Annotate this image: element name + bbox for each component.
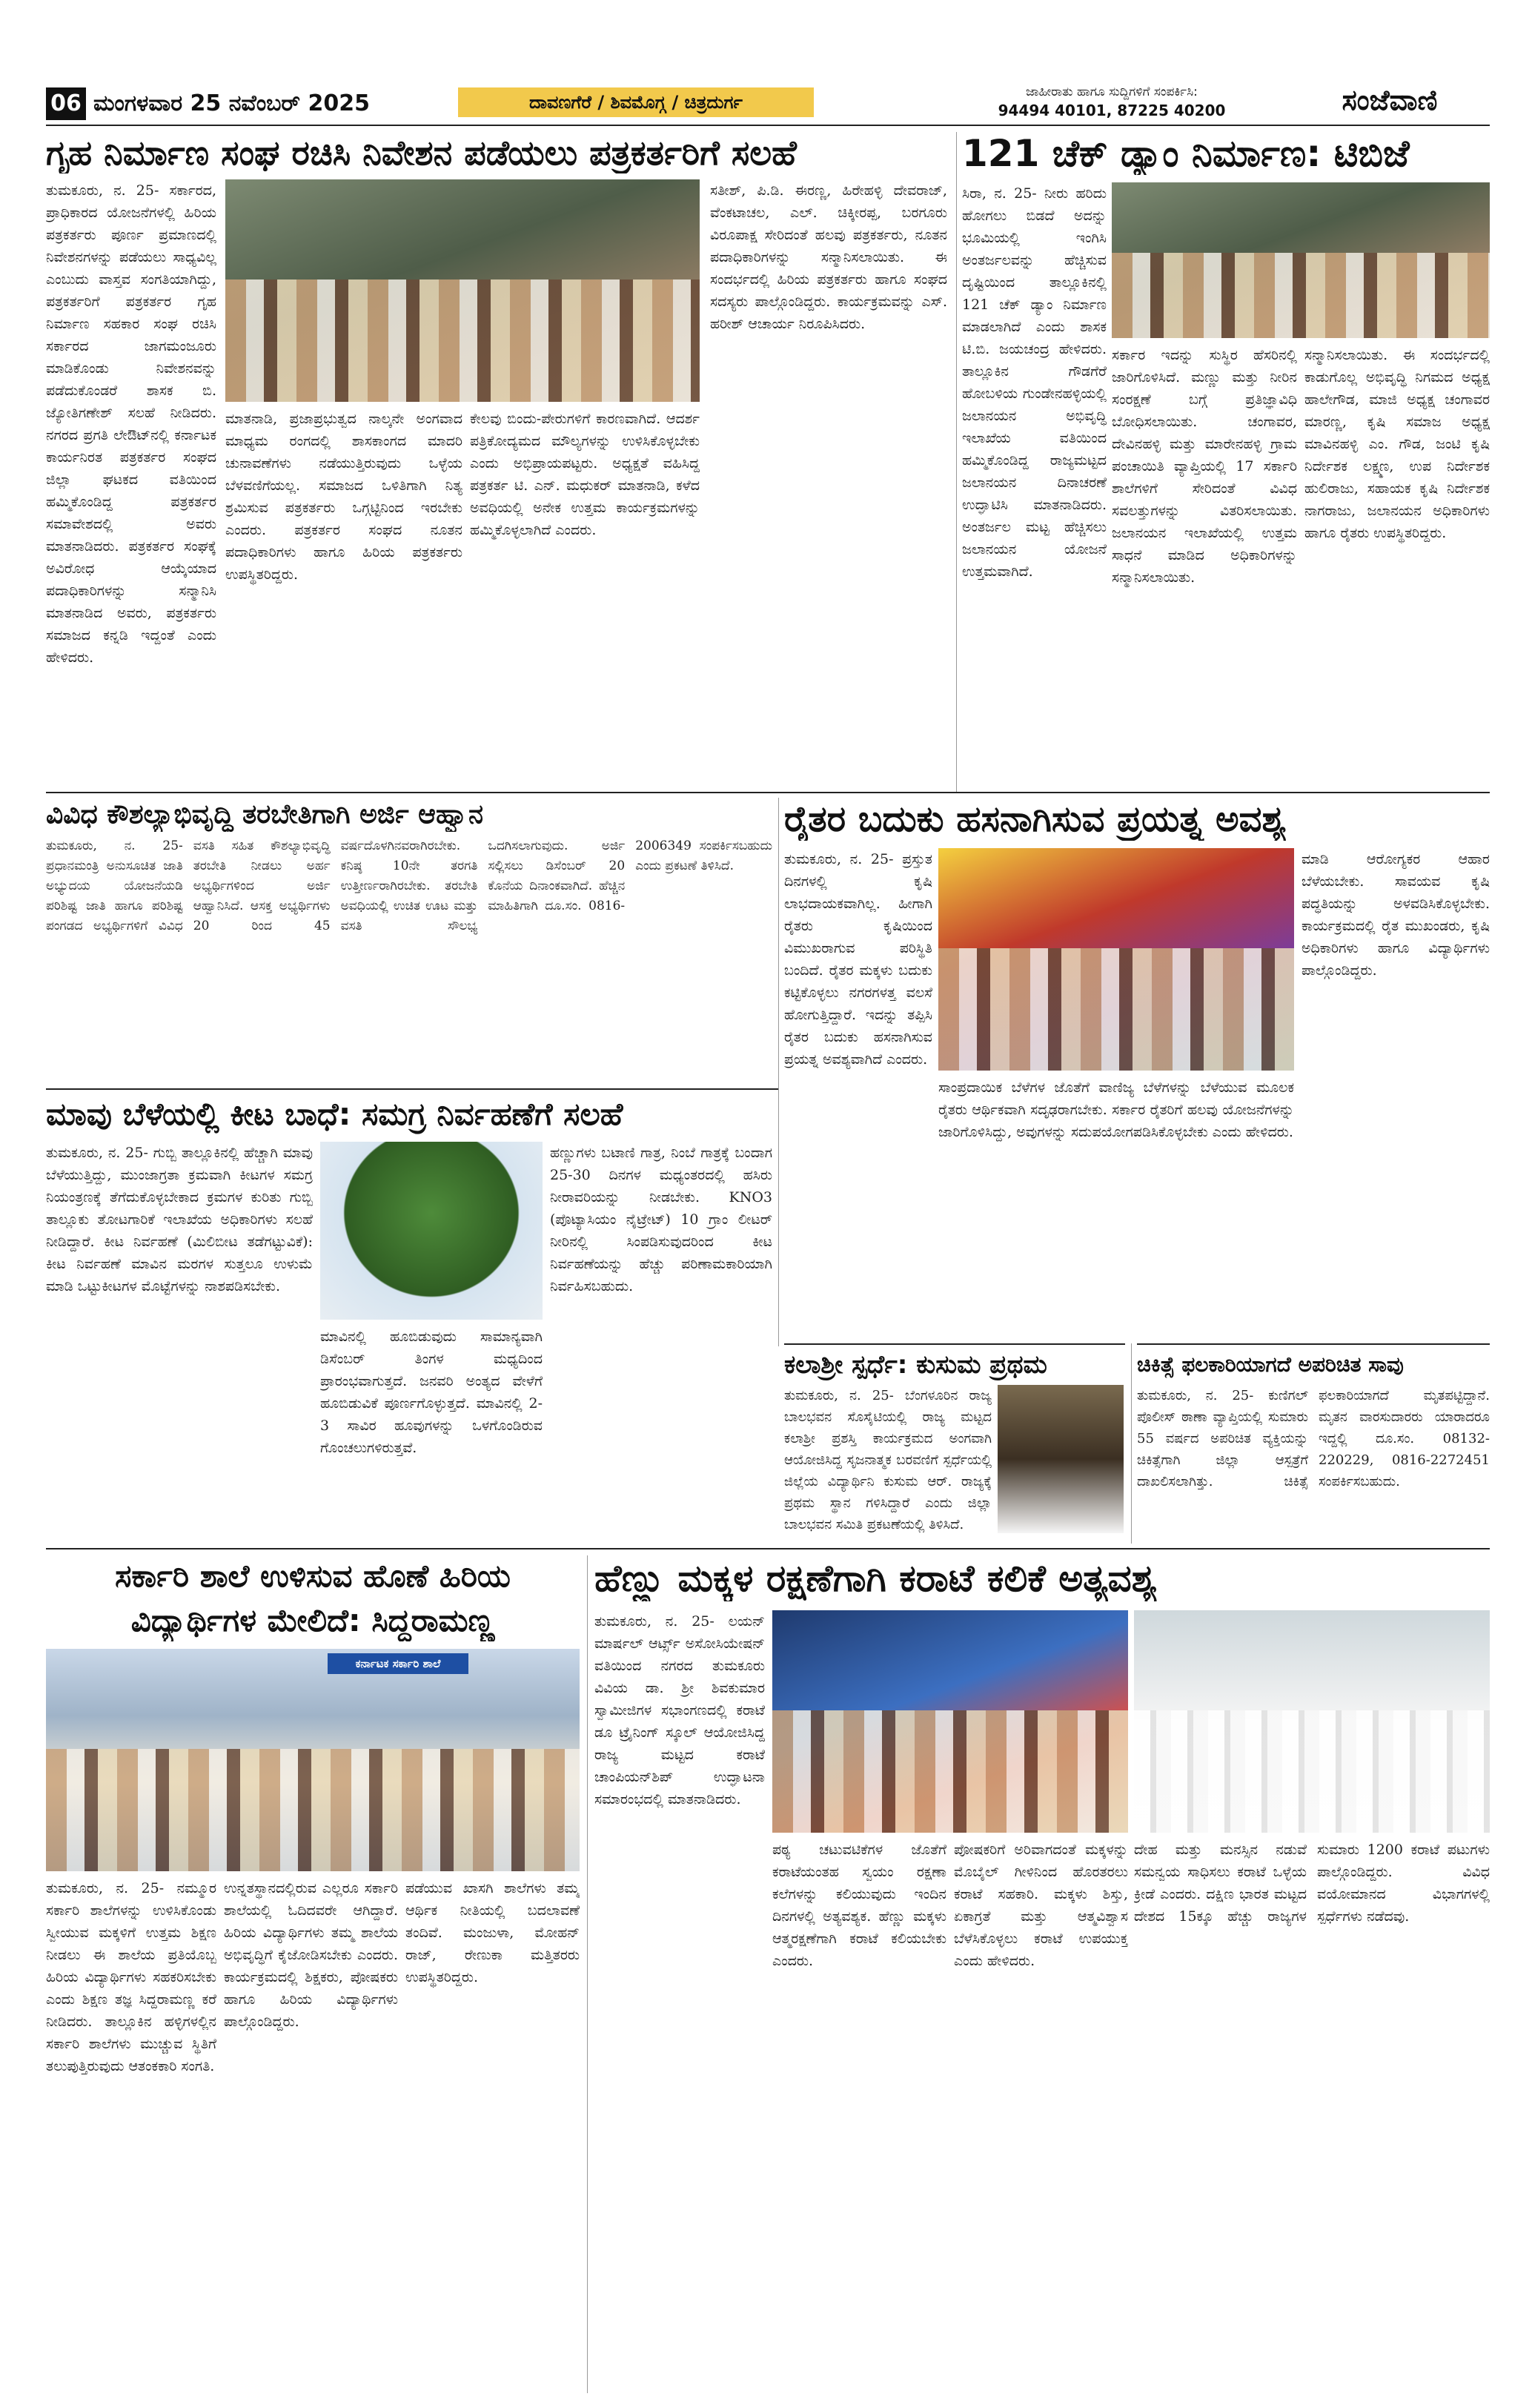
school-body-a: ತುಮಕೂರು, ನ. 25- ನಮ್ಮೂರ ಸರ್ಕಾರಿ ಶಾಲೆಗಳನ್ನು ಉಳಿಸಿಕೊಂಡು ಸ್ವೀಯುವ ಮಕ್ಕಳಿಗೆ ಉತ್ತಮ ಶಿಕ್ಷಣ ನೀಡಲು ಈ ಶಾಲೆಯ ಪ್ರತಿಯೊಬ್ಬ ಹಿರಿಯ ವಿದ್ಯಾರ್ಥಿಗಳು ಸಹಕರಿಸಬೇಕು ಎಂದು ಶಿಕ್ಷಣ ತಜ್ಞ ಸಿದ್ದರಾಮಣ್ಣ ಕರೆ ನೀಡಿದರು. ತಾಲ್ಲೂಕಿನ ಹಳ್ಳಿಗಳಲ್ಲಿನ ಸರ್ಕಾರಿ ಶಾಲೆಗಳು ಮುಚ್ಚುವ ಸ್ಥಿತಿಗೆ ತಲುಪುತ್ತಿರುವುದು ಆತಂಕಕಾರಿ ಸಂಗತಿ. [46, 1880, 216, 2074]
kusuma-headline: ಕಲಾಶ್ರೀ ಸ್ಪರ್ಧೆ: ಕುಸುಮ ಪ್ರಥಮ [784, 1350, 1047, 1380]
checkdam-body-c: ಸನ್ಮಾನಿಸಲಾಯಿತು. ಈ ಸಂದರ್ಭದಲ್ಲಿ ಕಾಡುಗೊಲ್ಲ ಅಭಿವೃದ್ಧಿ ನಿಗಮದ ಅಧ್ಯಕ್ಷ ಹಾಲೇಗೌಡ, ಮಾಜಿ ಅಧ್ಯಕ್ಷ ಚಂಗಾವರ ಮಾರಣ್ಣ, ಕೃಷಿ ಸಮಾಜ ಅಧ್ಯಕ್ಷ ಮಾವಿನಹಳ್ಳಿ ಎಂ. ಗೌಡ, ಜಂಟಿ ಕೃಷಿ ನಿರ್ದೇಶಕ ಲಕ್ಷ್ಮಣ, ಉಪ ನಿರ್ದೇಶಕ ಹುಲಿರಾಜು, ಸಹಾಯಕ ಕೃಷಿ ನಿರ್ದೇಶಕ ನಾಗರಾಜು, ಜಲಾನಯನ ಅಧಿಕಾರಿಗಳು ಹಾಗೂ ರೈತರು ಉಪಸ್ಥಿತರಿದ್ದರು. [1304, 347, 1490, 541]
housing-body-d: ಸತೀಶ್, ಪಿ.ಡಿ. ಈರಣ್ಣ, ಹಿರೇಹಳ್ಳಿ ದೇವರಾಜ್, ವೆಂಕಟಾಚಲ, ಎಲ್. ಚಿಕ್ಕೀರಪ್ಪ, ಬರಗೂರು ವಿರೂಪಾಕ್ಷ ಸೇರಿದಂತೆ ಹಲವು ಪತ್ರಕರ್ತರು, ನೂತನ ಪದಾಧಿಕಾರಿಗಳನ್ನು ಸನ್ಮಾನಿಸಲಾಯಿತು. ಈ ಸಂದರ್ಭದಲ್ಲಿ ಹಿರಿಯ ಪತ್ರಕರ್ತರು ಹಾಗೂ ಸಂಘದ ಸದಸ್ಯರು ಪಾಲ್ಗೊಂಡಿದ್ದರು. ಕಾರ್ಯಕ್ರಮವನ್ನು ಎಸ್. ಹರೀಶ್ ಆಚಾರ್ಯ ನಿರೂಪಿಸಿದರು. [710, 182, 947, 332]
death-headline: ಚಿಕಿತ್ಸೆ ಫಲಕಾರಿಯಾಗದೆ ಅಪರಿಚಿತ ಸಾವು [1137, 1352, 1404, 1377]
skills-body: ತುಮಕೂರು, ನ. 25- ಪ್ರಧಾನಮಂತ್ರಿ ಅನುಸೂಚಿತ ಜಾತಿ ಅಭ್ಯುದಯ ಯೋಜನೆಯಡಿ ಪರಿಶಿಷ್ಟ ಜಾತಿ ಹಾಗೂ ಪರಿಶಿಷ್ಟ ಪಂಗಡದ ಅಭ್ಯರ್ಥಿಗಳಿಗೆ ವಿವಿಧ ವಸತಿ ಸಹಿತ ಕೌಶಲ್ಯಾಭಿವೃದ್ಧಿ ತರಬೇತಿ ನೀಡಲು ಅರ್ಹ ಅಭ್ಯರ್ಥಿಗಳಿಂದ ಅರ್ಜಿ ಆಹ್ವಾನಿಸಿದೆ. ಆಸಕ್ತ ಅಭ್ಯರ್ಥಿಗಳು 20 ರಿಂದ 45 ವರ್ಷದೊಳಗಿನವರಾಗಿರಬೇಕು. ಕನಿಷ್ಠ 10ನೇ ತರಗತಿ ಉತ್ತೀರ್ಣರಾಗಿರಬೇಕು. ತರಬೇತಿ ಅವಧಿಯಲ್ಲಿ ಉಚಿತ ಊಟ ಮತ್ತು ವಸತಿ ಸೌಲಭ್ಯ ಒದಗಿಸಲಾಗುವುದು. ಅರ್ಜಿ ಸಲ್ಲಿಸಲು ಡಿಸೆಂಬರ್ 20 ಕೊನೆಯ ದಿನಾಂಕವಾಗಿದೆ. ಹೆಚ್ಚಿನ ಮಾಹಿತಿಗಾಗಿ ದೂ.ಸಂ. 0816-2006349 ಸಂಪರ್ಕಿಸಬಹುದು ಎಂದು ಪ್ರಕಟಣೆ ತಿಳಿಸಿದೆ. [46, 838, 772, 933]
housing-body-c: ಕೇಲವು ಬಿಂದು-ಪೇರುಗಳಿಗೆ ಕಾರಣವಾಗಿದೆ. ಆದರ್ಶ ಪತ್ರಿಕೋದ್ಯಮದ ಮೌಲ್ಯಗಳನ್ನು ಉಳಿಸಿಕೊಳ್ಳಬೇಕು ಎಂದು ಅಭಿಪ್ರಾಯಪಟ್ಟರು. ಅಧ್ಯಕ್ಷತೆ ವಹಿಸಿದ್ದ ಪತ್ರಕರ್ತ ಟಿ. ಎನ್. ಮಧುಕರ್ ಮಾತನಾಡಿ, ಕಳೆದ ಅವಧಿಯಲ್ಲಿ ಅನೇಕ ಉತ್ತಮ ಕಾರ್ಯಕ್ರಮಗಳನ್ನು ಹಮ್ಮಿಕೊಳ್ಳಲಾಗಿದೆ ಎಂದರು. [470, 411, 700, 538]
school-headline-line2: ವಿದ್ಯಾರ್ಥಿಗಳ ಮೇಲಿದೆ: ಸಿದ್ದರಾಮಣ್ಣ [130, 1602, 495, 1638]
issue-date: ಮಂಗಳವಾರ 25 ನವೆಂಬರ್ 2025 [93, 90, 370, 116]
kusuma-body: ತುಮಕೂರು, ನ. 25- ಬೆಂಗಳೂರಿನ ರಾಜ್ಯ ಬಾಲಭವನ ಸೊಸೈಟಿಯಲ್ಲಿ ರಾಜ್ಯ ಮಟ್ಟದ ಕಲಾಶ್ರೀ ಪ್ರಶಸ್ತಿ ಕಾರ್ಯಕ್ರಮದ ಅಂಗವಾಗಿ ಆಯೋಜಿಸಿದ್ದ ಸೃಜನಾತ್ಮಕ ಬರವಣಿಗೆ ಸ್ಪರ್ಧೆಯಲ್ಲಿ ಜಿಲ್ಲೆಯ ವಿದ್ಯಾರ್ಥಿನಿ ಕುಸುಮ ಆರ್. ರಾಜ್ಯಕ್ಕೆ ಪ್ರಥಮ ಸ್ಥಾನ ಗಳಿಸಿದ್ದಾರೆ ಎಂದು ಜಿಲ್ಲಾ ಬಾಲಭವನ ಸಮಿತಿ ಪ್ರಕಟಣೆಯಲ್ಲಿ ತಿಳಿಸಿದೆ. [784, 1388, 992, 1532]
housing-photo [225, 179, 700, 402]
ad-contact-numbers: 94494 40101, 87225 40200 [998, 102, 1226, 119]
karate-body-c: ಪೋಷಕರಿಗೆ ಅರಿವಾಗದಂತೆ ಮಕ್ಕಳನ್ನು ಮೊಬೈಲ್ ಗೀಳಿನಿಂದ ಹೊರತರಲು ಕರಾಟೆ ಸಹಕಾರಿ. ಮಕ್ಕಳು ಶಿಸ್ತು, ಏಕಾಗ್ರತೆ ಮತ್ತು ಆತ್ಮವಿಶ್ವಾಸ ಬೆಳೆಸಿಕೊಳ್ಳಲು ಕರಾಟೆ ಉಪಯುಕ್ತ ಎಂದು ಹೇಳಿದರು. [954, 1842, 1128, 1969]
karate-photo-right [1134, 1610, 1490, 1833]
death-body: ತುಮಕೂರು, ನ. 25- ಕುಣಿಗಲ್ ಪೊಲೀಸ್ ಠಾಣಾ ವ್ಯಾಪ್ತಿಯಲ್ಲಿ ಸುಮಾರು 55 ವರ್ಷದ ಅಪರಿಚಿತ ವ್ಯಕ್ತಿಯನ್ನು ಚಿಕಿತ್ಸೆಗಾಗಿ ಜಿಲ್ಲಾ ಆಸ್ಪತ್ರೆಗೆ ದಾಖಲಿಸಲಾಗಿತ್ತು. ಚಿಕಿತ್ಸೆ ಫಲಕಾರಿಯಾಗದೆ ಮೃತಪಟ್ಟಿದ್ದಾನೆ. ಮೃತನ ವಾರಸುದಾರರು ಯಾರಾದರೂ ಇದ್ದಲ್ಲಿ ದೂ.ಸಂ. 08132-220229, 0816-2272451 ಸಂಪರ್ಕಿಸಬಹುದು. [1137, 1388, 1490, 1489]
farmers-body-c: ಮಾಡಿ ಆರೋಗ್ಯಕರ ಆಹಾರ ಬೆಳೆಯಬೇಕು. ಸಾವಯವ ಕೃಷಿ ಪದ್ಧತಿಯನ್ನು ಅಳವಡಿಸಿಕೊಳ್ಳಬೇಕು. ಕಾರ್ಯಕ್ರಮದಲ್ಲಿ ರೈತ ಮುಖಂಡರು, ಕೃಷಿ ಅಧಿಕಾರಿಗಳು ಹಾಗೂ ವಿದ್ಯಾರ್ಥಿಗಳು ಪಾಲ್ಗೊಂಡಿದ್ದರು. [1301, 851, 1490, 979]
school-body-b: ಉನ್ನತಸ್ಥಾನದಲ್ಲಿರುವ ಎಲ್ಲರೂ ಸರ್ಕಾರಿ ಶಾಲೆಯಲ್ಲಿ ಓದಿದವರೇ ಆಗಿದ್ದಾರೆ. ಹಿರಿಯ ವಿದ್ಯಾರ್ಥಿಗಳು ತಮ್ಮ ಶಾಲೆಯ ಅಭಿವೃದ್ಧಿಗೆ ಕೈಜೋಡಿಸಬೇಕು ಎಂದರು. ಕಾರ್ಯಕ್ರಮದಲ್ಲಿ ಶಿಕ್ಷಕರು, ಪೋಷಕರು ಹಾಗೂ ಹಿರಿಯ ವಿದ್ಯಾರ್ಥಿಗಳು ಪಾಲ್ಗೊಂಡಿದ್ದರು. [224, 1880, 398, 2030]
farmers-photo [938, 848, 1294, 1071]
mango-tree-photo [320, 1142, 543, 1320]
karate-body-d: ದೇಹ ಮತ್ತು ಮನಸ್ಸಿನ ನಡುವೆ ಸಮನ್ವಯ ಸಾಧಿಸಲು ಕರಾಟೆ ಒಳ್ಳೆಯ ಕ್ರೀಡೆ ಎಂದರು. ದಕ್ಷಿಣ ಭಾರತ ಮಟ್ಟದ ದೇಶದ 15ಕ್ಕೂ ಹೆಚ್ಚು ರಾಜ್ಯಗಳ ಸುಮಾರು 1200 ಕರಾಟೆ ಪಟುಗಳು ಪಾಲ್ಗೊಂಡಿದ್ದರು. ವಿವಿಧ ವಯೋಮಾನದ ವಿಭಾಗಗಳಲ್ಲಿ ಸ್ಪರ್ಧೆಗಳು ನಡೆದವು. [1134, 1842, 1490, 1925]
school-photo-banner: ಕರ್ನಾಟಕ ಸರ್ಕಾರಿ ಶಾಲೆ [328, 1653, 468, 1674]
farmers-body-b: ಸಾಂಪ್ರದಾಯಿಕ ಬೆಳೆಗಳ ಜೊತೆಗೆ ವಾಣಿಜ್ಯ ಬೆಳೆಗಳನ್ನು ಬೆಳೆಯುವ ಮೂಲಕ ರೈತರು ಆರ್ಥಿಕವಾಗಿ ಸದೃಢರಾಗಬೇಕು. ಸರ್ಕಾರ ರೈತರಿಗೆ ಹಲವು ಯೋಜನೆಗಳನ್ನು ಜಾರಿಗೊಳಿಸಿದ್ದು, ಅವುಗಳನ್ನು ಸದುಪಯೋಗಪಡಿಸಿಕೊಳ್ಳಬೇಕು ಎಂದು ಹೇಳಿದರು. [938, 1079, 1294, 1140]
housing-body-a: ತುಮಕೂರು, ನ. 25- ಸರ್ಕಾರದ, ಪ್ರಾಧಿಕಾರದ ಯೋಜನೆಗಳಲ್ಲಿ ಹಿರಿಯ ಪತ್ರಕರ್ತರು ಪೂರ್ಣ ಪ್ರಮಾಣದಲ್ಲಿ ನಿವೇಶನಗಳನ್ನು ಪಡೆಯಲು ಸಾಧ್ಯವಿಲ್ಲ ಎಂಬುದು ವಾಸ್ತವ ಸಂಗತಿಯಾಗಿದ್ದು, ಪತ್ರಕರ್ತರಿಗೆ ಪತ್ರಕರ್ತರ ಗೃಹ ನಿರ್ಮಾಣ ಸಹಕಾರ ಸಂಘ ರಚಿಸಿ ಸರ್ಕಾರದ ಜಾಗಮಂಜೂರು ಮಾಡಿಕೊಂಡು ನಿವೇಶನವನ್ನು ಪಡೆದುಕೊಂಡರೆ ಶಾಸಕ ಬಿ. ಜ್ಯೋತಿಗಣೇಶ್ ಸಲಹೆ ನೀಡಿದರು. ನಗರದ ಪ್ರಗತಿ ಲೇಔಟ್‌ನಲ್ಲಿ ಕರ್ನಾಟಕ ಕಾರ್ಯನಿರತ ಪತ್ರಕರ್ತರ ಸಂಘದ ಜಿಲ್ಲಾ ಘಟಕದ ವತಿಯಿಂದ ಹಮ್ಮಿಕೊಂಡಿದ್ದ ಪತ್ರಕರ್ತರ ಸಮಾವೇಶದಲ್ಲಿ ಅವರು ಮಾತನಾಡಿದರು. ಪತ್ರಕರ್ತರ ಸಂಘಕ್ಕೆ ಅವಿರೋಧ ಆಯ್ಕೆಯಾದ ಪದಾಧಿಕಾರಿಗಳನ್ನು ಸನ್ಮಾನಿಸಿ ಮಾತನಾಡಿದ ಅವರು, ಪತ್ರಕರ್ತರು ಸಮಾಜದ ಕನ್ನಡಿ ಇದ್ದಂತೆ ಎಂದು ಹೇಳಿದರು. [46, 182, 216, 666]
checkdam-body-b: ಸರ್ಕಾರ ಇದನ್ನು ಸುಸ್ಥಿರ ಹೆಸರಿನಲ್ಲಿ ಜಾರಿಗೊಳಿಸಿದೆ. ಮಣ್ಣು ಮತ್ತು ನೀರಿನ ಸಂರಕ್ಷಣೆ ಬಗ್ಗೆ ಪ್ರತಿಜ್ಞಾವಿಧಿ ಬೋಧಿಸಲಾಯಿತು. ಚಂಗಾವರ, ದೇವಿನಹಳ್ಳಿ ಮತ್ತು ಮಾರೇನಹಳ್ಳಿ ಗ್ರಾಮ ಪಂಚಾಯಿತಿ ವ್ಯಾಪ್ತಿಯಲ್ಲಿ 17 ಸರ್ಕಾರಿ ಶಾಲೆಗಳಿಗೆ ಸೇರಿದಂತೆ ವಿವಿಧ ಸವಲತ್ತುಗಳನ್ನು ವಿತರಿಸಲಾಯಿತು. ಜಲಾನಯನ ಇಲಾಖೆಯಲ್ಲಿ ಉತ್ತಮ ಸಾಧನೆ ಮಾಡಿದ ಅಧಿಕಾರಿಗಳನ್ನು ಸನ್ಮಾನಿಸಲಾಯಿತು. [1112, 347, 1297, 586]
checkdam-body-a: ಸಿರಾ, ನ. 25- ನೀರು ಹರಿದು ಹೋಗಲು ಬಿಡದೆ ಅದನ್ನು ಭೂಮಿಯಲ್ಲಿ ಇಂಗಿಸಿ ಅಂತರ್ಜಲವನ್ನು ಹೆಚ್ಚಿಸುವ ದೃಷ್ಟಿಯಿಂದ ತಾಲ್ಲೂಕಿನಲ್ಲಿ 121 ಚೆಕ್ ಡ್ಯಾಂ ನಿರ್ಮಾಣ ಮಾಡಲಾಗಿದೆ ಎಂದು ಶಾಸಕ ಟಿ.ಬಿ. ಜಯಚಂದ್ರ ಹೇಳಿದರು. ತಾಲ್ಲೂಕಿನ ಗೌಡಗೆರೆ ಹೋಬಳಿಯ ಗುಂಡೇನಹಳ್ಳಿಯಲ್ಲಿ ಜಲಾನಯನ ಅಭಿವೃದ್ಧಿ ಇಲಾಖೆಯ ವತಿಯಿಂದ ಹಮ್ಮಿಕೊಂಡಿದ್ದ ರಾಜ್ಯಮಟ್ಟದ ಜಲಾನಯನ ದಿನಾಚರಣೆ ಉದ್ಘಾಟಿಸಿ ಮಾತನಾಡಿದರು. ಅಂತರ್ಜಲ ಮಟ್ಟ ಹೆಚ್ಚಿಸಲು ಜಲಾನಯನ ಯೋಜನೆ ಉತ್ತಮವಾಗಿದೆ. [962, 185, 1107, 580]
karate-body-b: ಪಠ್ಯ ಚಟುವಟಿಕೆಗಳ ಜೊತೆಗೆ ಕರಾಟೆಯಂತಹ ಸ್ವಯಂ ರಕ್ಷಣಾ ಕಲೆಗಳನ್ನು ಕಲಿಯುವುದು ಇಂದಿನ ದಿನಗಳಲ್ಲಿ ಅತ್ಯವಶ್ಯಕ. ಹೆಣ್ಣು ಮಕ್ಕಳು ಆತ್ಮರಕ್ಷಣೆಗಾಗಿ ಕರಾಟೆ ಕಲಿಯಬೇಕು ಎಂದರು. [772, 1842, 946, 1969]
mango-body-b: ಮಾವಿನಲ್ಲಿ ಹೂಬಿಡುವುದು ಸಾಮಾನ್ಯವಾಗಿ ಡಿಸೆಂಬರ್ ತಿಂಗಳ ಮಧ್ಯದಿಂದ ಪ್ರಾರಂಭವಾಗುತ್ತದೆ. ಜನವರಿ ಅಂತ್ಯದ ವೇಳೆಗೆ ಹೂಬಿಡುವಿಕೆ ಪೂರ್ಣಗೊಳ್ಳುತ್ತದೆ. ಮಾವಿನಲ್ಲಿ 2-3 ಸಾವಿರ ಹೂವುಗಳನ್ನು ಒಳಗೊಂಡಿರುವ ಗೊಂಚಲುಗಳಿರುತ್ತವೆ. [320, 1329, 543, 1456]
checkdam-photo [1112, 182, 1490, 338]
karate-body-a: ತುಮಕೂರು, ನ. 25- ಲಯನ್ ಮಾರ್ಷಲ್ ಆರ್ಟ್ಸ್ ಅಸೋಸಿಯೇಷನ್ ವತಿಯಿಂದ ನಗರದ ತುಮಕೂರು ವಿವಿಯ ಡಾ. ಶ್ರೀ ಶಿವಕುಮಾರ ಸ್ವಾಮೀಜಿಗಳ ಸಭಾಂಗಣದಲ್ಲಿ ಕರಾಟೆ ಡೂ ಟ್ರೈನಿಂಗ್ ಸ್ಕೂಲ್ ಆಯೋಜಿಸಿದ್ದ ರಾಜ್ಯ ಮಟ್ಟದ ಕರಾಟೆ ಚಾಂಪಿಯನ್‌ಶಿಪ್ ಉದ್ಘಾಟನಾ ಸಮಾರಂಭದಲ್ಲಿ ಮಾತನಾಡಿದರು. [594, 1613, 765, 1807]
farmers-body-a: ತುಮಕೂರು, ನ. 25- ಪ್ರಸ್ತುತ ದಿನಗಳಲ್ಲಿ ಕೃಷಿ ಲಾಭದಾಯಕವಾಗಿಲ್ಲ. ಹೀಗಾಗಿ ರೈತರು ಕೃಷಿಯಿಂದ ವಿಮುಖರಾಗುವ ಪರಿಸ್ಥಿತಿ ಬಂದಿದೆ. ರೈತರ ಮಕ್ಕಳು ಬದುಕು ಕಟ್ಟಿಕೊಳ್ಳಲು ನಗರಗಳತ್ತ ವಲಸೆ ಹೋಗುತ್ತಿದ್ದಾರೆ. ಇದನ್ನು ತಪ್ಪಿಸಿ ರೈತರ ಬದುಕು ಹಸನಾಗಿಸುವ ಪ್ರಯತ್ನ ಅವಶ್ಯವಾಗಿದೆ ಎಂದರು. [784, 851, 932, 1068]
skills-headline: ವಿವಿಧ ಕೌಶಲ್ಯಾಭಿವೃದ್ಧಿ ತರಬೇತಿಗಾಗಿ ಅರ್ಜಿ ಆಹ್ವಾನ [46, 799, 484, 830]
page-number: 06 [46, 87, 86, 120]
farmers-headline: ರೈತರ ಬದುಕು ಹಸನಾಗಿಸುವ ಪ್ರಯತ್ನ ಅವಶ್ಯ [784, 798, 1287, 840]
school-body-c: ಪಡೆಯುವ ಖಾಸಗಿ ಶಾಲೆಗಳು ತಮ್ಮ ಆರ್ಥಿಕ ನೀತಿಯಲ್ಲಿ ಬದಲಾವಣೆ ತಂದಿವೆ. ಮಂಜುಳಾ, ಮೋಹನ್ ರಾಜ್, ರೇಣುಕಾ ಮತ್ತಿತರರು ಉಪಸ್ಥಿತರಿದ್ದರು. [405, 1880, 580, 1985]
school-headline-line1: ಸರ್ಕಾರಿ ಶಾಲೆ ಉಳಿಸುವ ಹೊಣೆ ಹಿರಿಯ [115, 1558, 511, 1594]
ad-contact-label: ಜಾಹೀರಾತು ಹಾಗೂ ಸುದ್ದಿಗಳಿಗೆ ಸಂಪರ್ಕಿಸಿ: [1026, 85, 1198, 99]
karate-photo-left [772, 1610, 1128, 1833]
paper-logo: ಸಂಜೆವಾಣಿ [1342, 84, 1438, 116]
kusuma-portrait [998, 1385, 1124, 1533]
checkdam-headline: 121 ಚೆಕ್ ಡ್ಯಾಂ ನಿರ್ಮಾಣ: ಟಿಬಿಜೆ [962, 132, 1410, 175]
school-photo [46, 1649, 580, 1871]
mango-body-c: ಹಣ್ಣುಗಳು ಬಟಾಣಿ ಗಾತ್ರ, ನಿಂಬೆ ಗಾತ್ರಕ್ಕೆ ಬಂದಾಗ 25-30 ದಿನಗಳ ಮಧ್ಯಂತರದಲ್ಲಿ ಹಸಿರು ನೀರಾವರಿಯನ್ನು ನೀಡಬೇಕು. KNO3 (ಪೊಟ್ಯಾಸಿಯಂ ನೈಟ್ರೇಟ್) 10 ಗ್ರಾಂ ಲೀಟರ್ ನೀರಿನಲ್ಲಿ ಸಿಂಪಡಿಸುವುದರಿಂದ ಕೀಟ ನಿರ್ವಹಣೆಯನ್ನು ಹೆಚ್ಚು ಪರಿಣಾಮಕಾರಿಯಾಗಿ ನಿರ್ವಹಿಸಬಹುದು. [550, 1145, 772, 1294]
housing-body-b: ಮಾತನಾಡಿ, ಪ್ರಜಾಪ್ರಭುತ್ವದ ನಾಲ್ಕನೇ ಅಂಗವಾದ ಮಾಧ್ಯಮ ರಂಗದಲ್ಲಿ ಶಾಸಕಾಂಗದ ಮಾದರಿ ಚುನಾವಣೆಗಳು ನಡೆಯುತ್ತಿರುವುದು ಒಳ್ಳೆಯ ಬೆಳವಣಿಗೆಯಲ್ಲ. ಸಮಾಜದ ಒಳಿತಿಗಾಗಿ ನಿತ್ಯ ಶ್ರಮಿಸುವ ಪತ್ರಕರ್ತರು ಒಗ್ಗಟ್ಟಿನಿಂದ ಇರಬೇಕು ಎಂದರು. ಪತ್ರಕರ್ತರ ಸಂಘದ ನೂತನ ಪದಾಧಿಕಾರಿಗಳು ಹಾಗೂ ಹಿರಿಯ ಪತ್ರಕರ್ತರು ಉಪಸ್ಥಿತರಿದ್ದರು. [225, 411, 462, 583]
mango-headline: ಮಾವು ಬೆಳೆಯಲ್ಲಿ ಕೀಟ ಬಾಧೆ: ಸಮಗ್ರ ನಿರ್ವಹಣೆಗೆ ಸಲಹೆ [46, 1096, 623, 1132]
karate-headline: ಹೆಣ್ಣು ಮಕ್ಕಳ ರಕ್ಷಣೆಗಾಗಿ ಕರಾಟೆ ಕಲಿಕೆ ಅತ್ಯವಶ್ಯ [594, 1557, 1157, 1600]
housing-headline: ಗೃಹ ನಿರ್ಮಾಣ ಸಂಘ ರಚಿಸಿ ನಿವೇಶನ ಪಡೆಯಲು ಪತ್ರಕರ್ತರಿಗೆ ಸಲಹೆ [46, 133, 797, 173]
mango-body-a: ತುಮಕೂರು, ನ. 25- ಗುಬ್ಬಿ ತಾಲ್ಲೂಕಿನಲ್ಲಿ ಹೆಚ್ಚಾಗಿ ಮಾವು ಬೆಳೆಯುತ್ತಿದ್ದು, ಮುಂಜಾಗ್ರತಾ ಕ್ರಮವಾಗಿ ಕೀಟಗಳ ಸಮಗ್ರ ನಿಯಂತ್ರಣಕ್ಕೆ ತೆಗೆದುಕೊಳ್ಳಬೇಕಾದ ಕ್ರಮಗಳ ಕುರಿತು ಗುಬ್ಬಿ ತಾಲ್ಲೂಕು ತೋಟಗಾರಿಕೆ ಇಲಾಖೆಯ ಅಧಿಕಾರಿಗಳು ಸಲಹೆ ನೀಡಿದ್ದಾರೆ. ಕೀಟ ನಿರ್ವಹಣೆ (ಮಿಲಿಬೀಟ ತಡೆಗಟ್ಟುವಿಕೆ): ಕೀಟ ನಿರ್ವಹಣೆ ಮಾವಿನ ಮರಗಳ ಸುತ್ತಲೂ ಉಳುಮೆ ಮಾಡಿ ಒಟ್ಟುಕೀಟಗಳ ಮೊಟ್ಟೆಗಳನ್ನು ನಾಶಪಡಿಸಬೇಕು. [46, 1145, 313, 1294]
edition-label: ದಾವಣಗೆರೆ / ಶಿವಮೊಗ್ಗ / ಚಿತ್ರದುರ್ಗ [458, 87, 814, 117]
